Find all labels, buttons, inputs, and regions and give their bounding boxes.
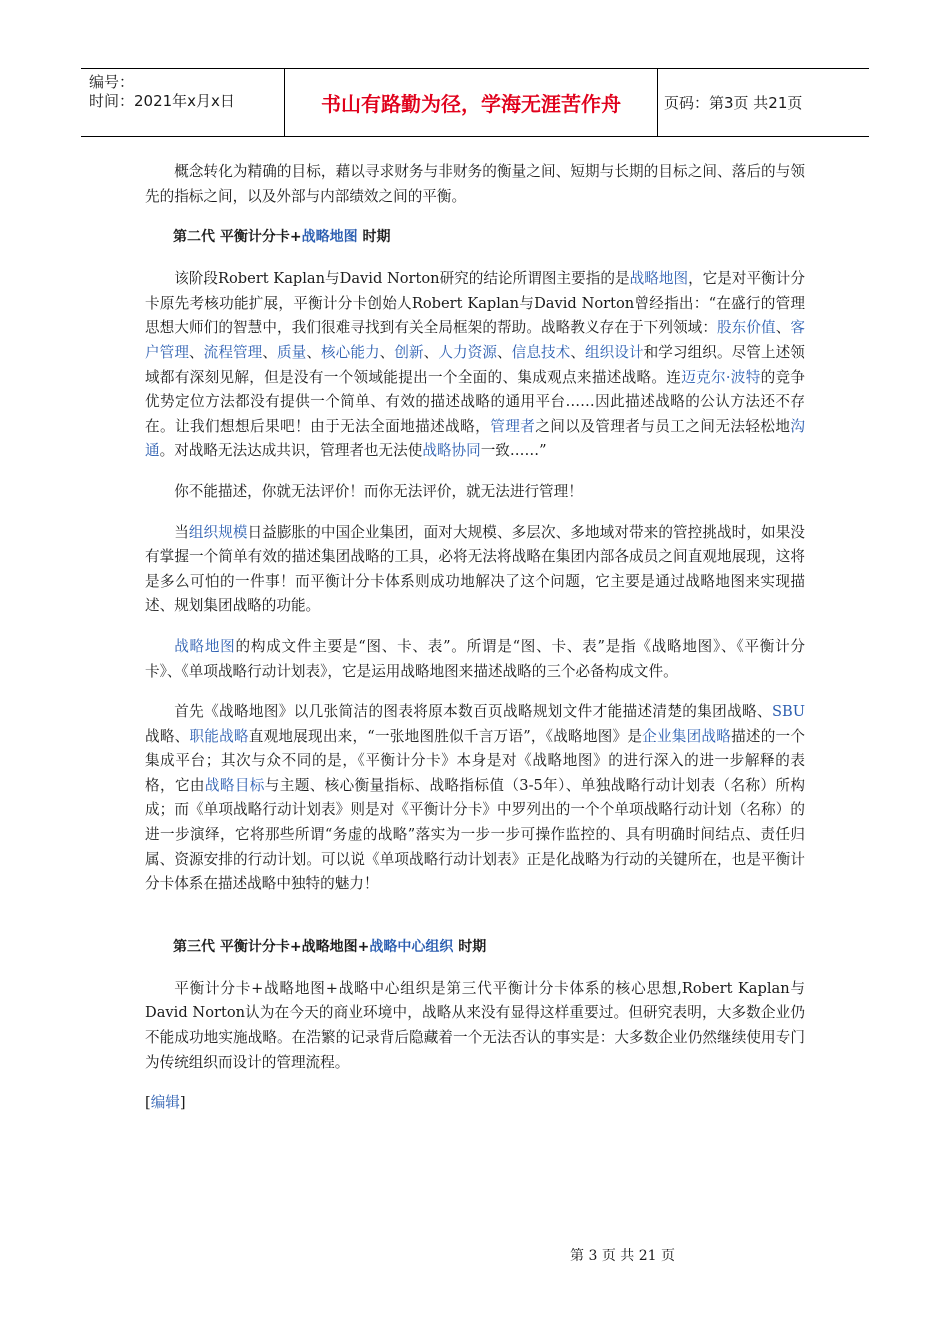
header-number: 编号： xyxy=(89,73,135,91)
text-run: 的构成文件主要是“图、卡、表”。所谓是“图、卡、表”是指《战略地图》、《平衡计分卡》、《单项战略行动计划表》，它是运用战略地图来描述战略的三个必备构成文件。 xyxy=(145,637,805,680)
text-run: 与主题、核心衡量指标、战略指标值（3-5年）、单独战略行动计划表（名称）所构成；而《单项战略行动计划表》则是对《平衡计分卡》中罗列出的一个个单项战略行动计划（名称）的进一步演绎，它将那些所谓“务虚的战略”落实为一步一步可操作监控的、具有明确时间结点、责任归属、资源安排的行动计划。可以说《单项战略行动计划表》正是化战略为行动的关键所在，也是平衡计分卡体系在描述战略中独特的魅力！ xyxy=(145,776,805,893)
link-process-management[interactable]: 流程管理 xyxy=(203,343,263,361)
link-information-technology[interactable]: 信息技术 xyxy=(511,343,571,361)
link-strategy-focused-organization[interactable]: 战略中心组织 xyxy=(369,938,454,955)
text-run: 第二代 平衡计分卡+ xyxy=(173,229,302,246)
text-run: 、 xyxy=(423,343,439,361)
link-organization-design[interactable]: 组织设计 xyxy=(584,343,644,361)
text-run: 、 xyxy=(262,343,277,361)
section-heading-gen2 xyxy=(145,225,805,249)
link-manager[interactable]: 管理者 xyxy=(490,417,536,435)
link-enterprise-group-strategy[interactable]: 企业集团战略 xyxy=(642,727,732,745)
text-run: 当 xyxy=(174,523,189,541)
text-run: 、 xyxy=(496,343,512,361)
text-run: ，它是对平衡计分卡原先考核功能扩展，平衡计分卡创始人Robert Kaplan与David Norton曾经指出：“在盛行的管理思想大师们的智慧中，我们很难寻找到有关全局框架的帮助。战略教义存在于下列领域： xyxy=(145,270,805,337)
link-sbu[interactable]: SBU xyxy=(771,703,805,721)
header-page-number: 页码：第3页 共21页 xyxy=(664,94,803,112)
link-strategy-map[interactable]: 战略地图 xyxy=(174,637,236,655)
link-strategic-objective[interactable]: 战略目标 xyxy=(204,776,265,794)
text-run: 之间以及管理者与员工之间无法轻松地 xyxy=(535,417,791,435)
paragraph-map-card-table xyxy=(145,635,805,684)
text-run: 首先《战略地图》以几张简洁的图表将原本数百页战略规划文件才能描述清楚的集团战略、 xyxy=(174,703,772,721)
bracket: [ xyxy=(145,1094,151,1112)
text-run: 描述的一个集成平台；其次与众不同的是，《平衡计分卡》本身是对《战略地图》的进行深入的进一步解释的表格，它由 xyxy=(145,727,805,794)
link-shareholder-value[interactable]: 股东价值 xyxy=(717,319,776,337)
page-header xyxy=(81,68,869,137)
text-run: 、 xyxy=(306,343,321,361)
link-core-competence[interactable]: 核心能力 xyxy=(321,343,380,361)
paragraph-describe-evaluate xyxy=(145,480,805,505)
link-strategic-synergy[interactable]: 战略协同 xyxy=(422,442,481,460)
text-run: 时期 xyxy=(453,938,487,955)
text-run: 时期 xyxy=(357,229,391,246)
link-innovation[interactable]: 创新 xyxy=(394,343,424,361)
text-run: 第三代 平衡计分卡+战略地图+ xyxy=(173,938,370,955)
text-run: 战略、 xyxy=(145,727,190,745)
header-date: 时间：2021年x月x日 xyxy=(89,92,235,110)
paragraph-strategy-map-detail xyxy=(145,700,805,897)
text-run: 直观地展现出来，“一张地图胜似千言万语”，《战略地图》是 xyxy=(248,727,643,745)
text-run: 和学习组织。尽管上述领域都有深刻见解，但是没有一个领域能提出一个全面的、集成观点来描述战略。连 xyxy=(145,343,805,386)
page-footer: 第 3 页 共 21 页 xyxy=(570,1248,675,1264)
text-run: 、 xyxy=(775,319,791,337)
paragraph-kaplan-norton xyxy=(145,267,805,464)
link-human-resources[interactable]: 人力资源 xyxy=(438,343,497,361)
link-organization-scale[interactable]: 组织规模 xyxy=(188,523,248,541)
text-run: 日益膨胀的中国企业集团，面对大规模、多层次、多地域对带来的管控挑战时，如果没有掌握一个简单有效的描述集团战略的工具，必将无法将战略在集团内部各成员之间直观地展现，这将是多么可怕的一件事！而平衡计分卡体系则成功地解决了这个问题，它主要是通过战略地图来实现描述、规划集团战略的功能。 xyxy=(145,523,805,615)
text-run: 、 xyxy=(379,343,395,361)
paragraph-chinese-groups xyxy=(145,521,805,619)
edit-link-wrapper xyxy=(145,1091,805,1116)
link-quality[interactable]: 质量 xyxy=(277,343,307,361)
section-heading-gen3 xyxy=(145,935,805,959)
text-run: 、 xyxy=(189,343,204,361)
document-body xyxy=(145,160,805,1132)
link-michael-porter[interactable]: 迈克尔·波特 xyxy=(681,368,761,386)
text-run: 概念转化为精确的目标，藉以寻求财务与非财务的衡量之间、短期与长期的目标之间、落后的与领先的指标之间，以及外部与内部绩效之间的平衡。 xyxy=(145,163,805,205)
header-meta xyxy=(81,69,284,136)
text-run: 的竞争优势定位方法都没有提供一个简单、有效的描述战略的通用平台……因此描述战略的公认方法还不存在。让我们想想后果吧！由于无法全面地描述战略， xyxy=(145,368,805,435)
text-run: 你不能描述，你就无法评价！而你无法评价，就无法进行管理！ xyxy=(174,482,583,500)
text-run: 平衡计分卡+战略地图+战略中心组织是第三代平衡计分卡体系的核心思想,Robert Kaplan与David Norton认为在今天的商业环境中，战略从来没有显得这样重要过。但研究表明，大多数企业仍不能成功地实施战略。在浩繁的记录背后隐藏着一个无法否认的事实是：大多数企业仍然继续使用专门为传统组织而设计的管理流程。 xyxy=(145,979,805,1071)
link-functional-strategy[interactable]: 职能战略 xyxy=(189,727,249,745)
link-communication[interactable]: 沟通 xyxy=(145,417,805,460)
bracket: ] xyxy=(179,1094,186,1112)
text-run: 。对战略无法达成共识，管理者也无法使 xyxy=(159,442,423,460)
link-strategy-map[interactable]: 战略地图 xyxy=(629,270,689,288)
link-customer-management[interactable]: 客户管理 xyxy=(145,319,805,361)
paragraph-intro xyxy=(145,160,805,209)
text-run: 、 xyxy=(570,343,585,361)
link-strategy-map[interactable]: 战略地图 xyxy=(301,229,358,246)
edit-link[interactable]: 编辑 xyxy=(150,1094,180,1112)
header-motto: 书山有路勤为径，学海无涯苦作舟 xyxy=(284,69,658,136)
paragraph-third-generation xyxy=(145,977,805,1075)
text-run: 一致……” xyxy=(480,442,547,460)
text-run: 该阶段Robert Kaplan与David Norton研究的结论所谓图主要指的是 xyxy=(174,270,630,288)
